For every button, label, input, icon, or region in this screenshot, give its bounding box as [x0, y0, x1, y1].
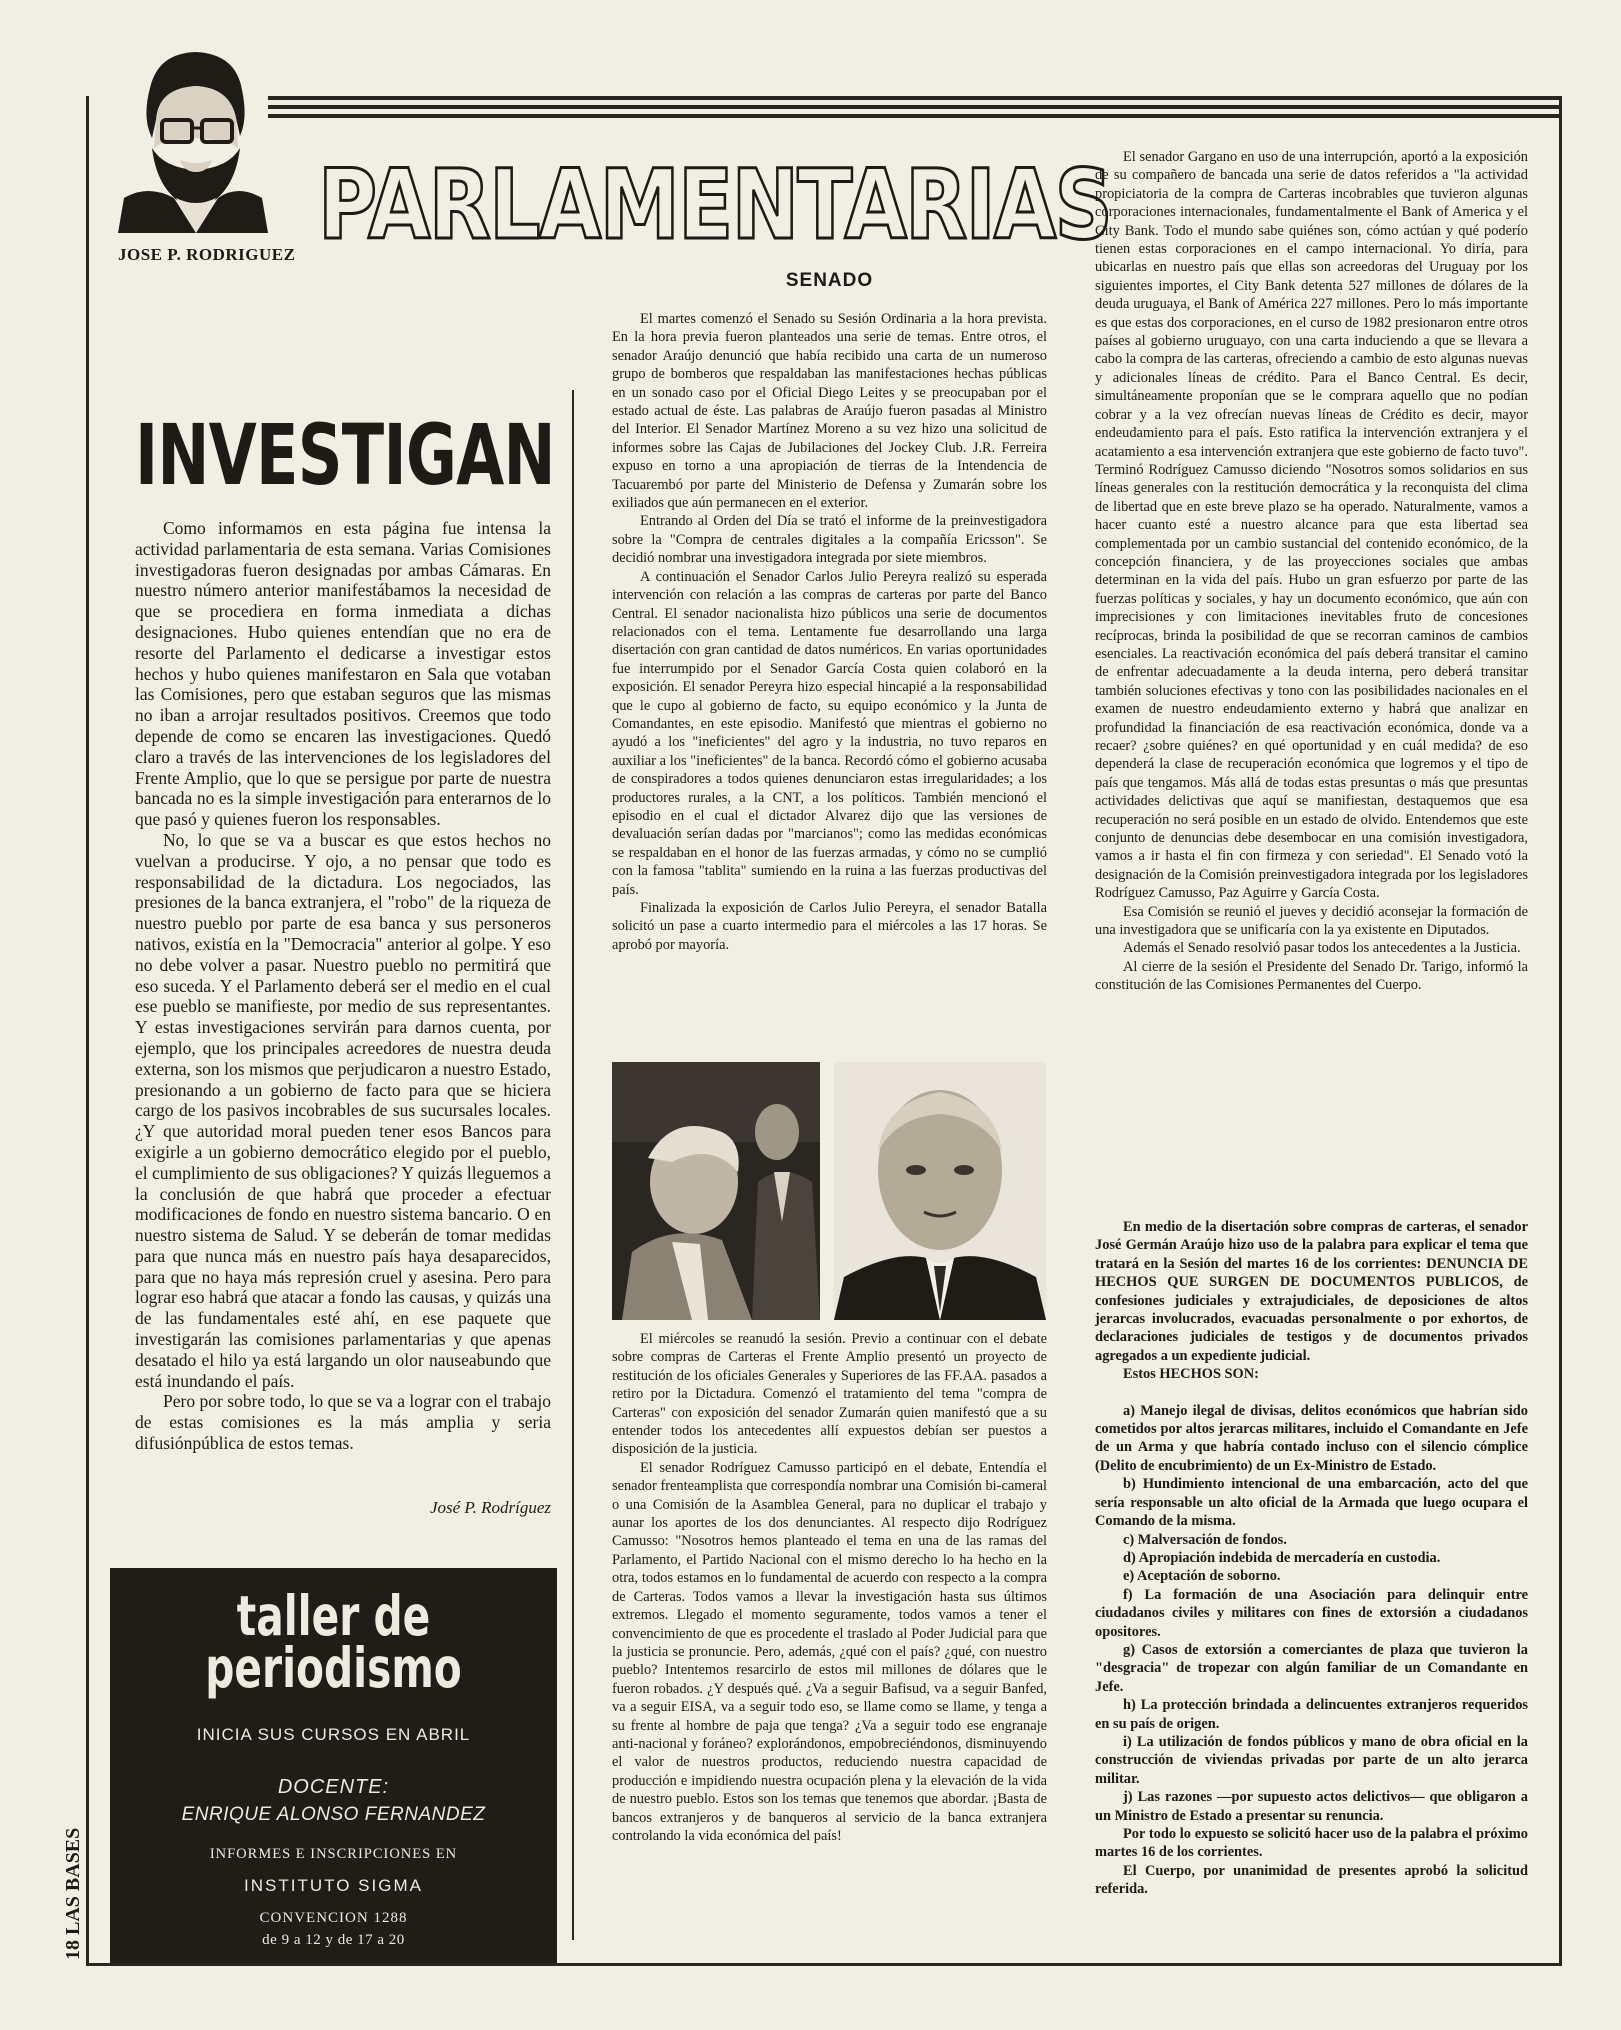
ad-courses: INICIA SUS CURSOS EN ABRIL	[196, 1725, 471, 1744]
list-item: e) Aceptación de soborno.	[1123, 1568, 1281, 1585]
report-paragraph: Finalizada la exposición de Carlos Julio Pereyra, el senador Batalla solicitó un pase a cuarto intermedio para el miércoles a las 17 horas. Se aprobó por mayoría.	[612, 900, 1047, 953]
closing-paragraph: El Cuerpo, por unanimidad de presentes aprobó la solicitud referida.	[1095, 1862, 1528, 1898]
list-item: g) Casos de extorsión a comerciantes de plaza que tuvieron la "desgracia" de tropezar con algún familiar de un Comandante en Jefe.	[1095, 1641, 1528, 1695]
report-paragraph: Entrando al Orden del Día se trató el informe de la preinvestigadora sobre la "Compra de centrales digitales a la compañía Ericsson". Se decidió nombrar una investigadora integrada por siete miembros.	[612, 513, 1047, 567]
editorial-paragraph: No, lo que se va a buscar es que estos hechos no vuelvan a producirse. Y ojo, a no pensar que todo es responsabilidad de la dictadura. Los negociados, las presiones de la banca extranjera, el "robo" de la riqueza de nuestro pueblo por parte de esa banca y sus personeros nativos, existía en la "Democracia" anterior al golpe. Y eso no debe volver a pasar. Nuestro pueblo no permitirá que eso suceda. Y el Parlamento deberá ser el medio en el cual ese pueblo se manifieste, por medio de sus representantes. Y estas investigaciones servirán para darnos cuenta, por ejemplo, que los principales acreedores de nuestra deuda externa, son los mismos que perjudicaron a nuestro Estado, presionando a un gobierno de facto para que se hiciera cargo de los pasivos incobrables de sus sucursales locales. ¿Y que autoridad moral pueden tener esos Bancos para exigirle a un gobierno democrático elegido por el pueblo, el cumplimiento de sus obligaciones? Y quizás lleguemos a la conclusión de que habrá que proceder a efectuar modificaciones de fondo en nuestro sistema bancario. O en nuestro sistema de Salud. Y se deberán de tomar medidas para que nunca más en nuestro país haya desaparecidos, para que no haya más represión cruel y asesina. Pero para lograr eso habrá que atacar a fondo las causas, y quizás una de las fundamentales esté ahí, en ese paquete que investigarán las comisiones parlamentarias y que apenas desatado el hilo ya está largando un olor nauseabundo que está inundando el país.	[135, 829, 551, 1391]
report-paragraph: El miércoles se reanudó la sesión. Previo a continuar con el debate sobre compras de Carteras el Frente Amplio presentó un proyecto de restitución de los oficiales Generales y Superiores de las FF.AA. pasados a retiro por la Dictadura. Comenzó el tratamiento del tema "compra de Carteras" con exposición del senador Zumarán quien manifestó que a su entender todos los antecedentes allí expuestos debían ser puestos a disposición de la justicia.	[612, 1331, 1047, 1458]
author-portrait	[118, 48, 268, 233]
editorial-column	[135, 518, 551, 1454]
list-item: h) La protección brindada a delincuentes extranjeros requeridos en su país de origen.	[1095, 1697, 1528, 1732]
right-column	[1095, 148, 1528, 995]
report-paragraph: Al cierre de la sesión el Presidente del Senado Dr. Tarigo, informó la constitución de las Comisiones Permanentes del Cuerpo.	[1095, 958, 1528, 994]
list-item: j) Las razones —por supuesto actos delictivos— que obligaron a un Ministro de Estado a presentar su renuncia.	[1095, 1789, 1528, 1824]
editorial-paragraph: Como informamos en esta página fue intensa la actividad parlamentaria de esta semana. Varias Comisiones investigadoras fueron designadas por ambas Cámaras. En nuestro número anterior manifestábamos la necesidad de que se procediera en forma inmediata a dichas designaciones. Hubo quienes entendían que no era de resorte del Parlamento el dedicarse a investigar estos hechos y hubo quienes manifestaron en Sala que votaban las Comisiones, pero que estaban seguros que las mismas no iban a arrojar resultados positivos. Creemos que todo depende de como se encaren las investigaciones. Quedó claro a través de las intervenciones de los legisladores del Frente Amplio, que lo que se persigue por parte de nuestra bancada no es la simple investigación para enterarnos de lo que pasó y quienes fueron los responsables.	[135, 518, 551, 830]
report-paragraph: A continuación el Senador Carlos Julio Pereyra realizó su esperada intervención con relación a las compras de carteras por parte del Banco Central. El senador nacionalista hizo públicos una serie de documentos relacionados con el tema. Lentamente fue desarrollando una larga disertación con gran cantidad de datos numéricos. En varias oportunidades fue interrumpido por el Senador García Costa quien colaboró en la exposición. El senador Pereyra hizo especial hincapié a la responsabilidad que le cupo al gobierno de facto, su equipo económico y la Junta de Comandantes, en este episodio. Manifestó que mientras el gobierno no ayudó a los "ineficientes" del agro y la industria, no tuvo reparos en auxiliar a los "ineficientes" de la banca. Recordó cómo el gobierno acusaba de conspiradores a todos quienes denunciaron estas irregularidades; a los productores rurales, a la CNT, a los políticos. También mencionó el episodio en el cual el dictador Alvarez dijo que las versiones de devaluación serían dadas por "marcianos"; como las medidas económicas se respaldaban en el honor de las fuerzas armadas, y cómo no se cumplió con la famosa "tablita" sumiendo en la ruina a las fuerzas productivas del país.	[612, 568, 1047, 898]
senate-report-continued	[612, 1330, 1047, 1845]
editorial-paragraph: Pero por sobre todo, lo que se va a lograr con el trabajo de estas comisiones es la más amplia y seria difusiónpública de estos temas.	[135, 1391, 551, 1454]
list-item: d) Apropiación indebida de mercadería en custodia.	[1123, 1549, 1441, 1566]
report-paragraph: Esa Comisión se reunió el jueves y decidió aconsejar la formación de una investigadora que se unificaría con la ya existente en Diputados.	[1095, 903, 1528, 939]
ad-institute: INSTITUTO SIGMA	[244, 1876, 423, 1895]
list-item: i) La utilización de fondos públicos y mano de obra oficial en la construcción de viviendas privadas por parte de un alto jerarca militar.	[1095, 1733, 1528, 1787]
denuncias-section	[1095, 1218, 1528, 1899]
list-item: c) Malversación de fondos.	[1123, 1531, 1287, 1548]
ad-hours: de 9 a 12 y de 17 a 20	[262, 1932, 405, 1948]
ad-info: INFORMES E INSCRIPCIONES EN	[209, 1846, 458, 1862]
author-byline: JOSE P. RODRIGUEZ	[118, 245, 296, 264]
senate-report-column	[612, 310, 1047, 954]
list-item: b) Hundimiento intencional de una embarcación, acto del que sería responsable un alto oficial de la Armada que luego ocupara el Comando de la misma.	[1095, 1476, 1528, 1530]
page-number-label: 18 LAS BASES	[62, 1827, 84, 1960]
author-signature: José P. Rodríguez	[429, 1498, 551, 1517]
section-heading: SENADO	[785, 270, 874, 291]
report-paragraph: El senador Rodríguez Camusso participó en el debate, Entendía el senador frenteamplista que correspondía nombrar una Comisión bi-cameral o una Comisión de la Asamblea General, para no duplicar el trabajo y aunar los aportes de los dos denunciantes. Al respecto dijo Rodríguez Camusso: "Nosotros hemos planteado el tema en una de las ramas del Parlamento, el Partido Nacional con el mismo derecho lo ha hecho en la otra, todos estamos en lo fundamental de acuerdo con respecto a la compra de Carteras. Todos vamos a llevar la investigación hasta sus últimos extremos. Llegado el momento seguramente, todos vamos a tener el convencimiento de que es procedente el traslado al Poder Judicial para que la justicia se pronuncie. Pero, además, ¿qué con el país? ¿qué, con nuestro pueblo? Intentemos resarcirlo de estos mil millones de dólares que le fueron robados. ¿Y después qué. ¿Va a seguir Bafisud, va a seguir Banfed, va a seguir EISA, va a seguir todo eso, se llame como se llame, y tenga a su frente al hombre de paja que tenga? ¿Va a seguir todo ese engranaje anti-nacional y foráneo? explorándonos, empobreciéndonos, disminuyendo el valor de nuestros productos, reduciendo nuestra capacidad de producción e impidiendo nuestra ocupación plena y la elevación de la vida de nuestro pueblo. Estos son los temas que tenemos que abordar. ¡Basta de bancos extranjeros y de banqueros al servicio de la banca extranjera controlando la vida económica del país!	[612, 1459, 1047, 1844]
ad-teacher-name: ENRIQUE ALONSO FERNANDEZ	[181, 1804, 486, 1825]
ad-title-line: periodismo	[205, 1636, 462, 1700]
ad-title	[168, 1584, 499, 1700]
list-item: f) La formación de una Asociación para delinquir entre ciudadanos civiles y militares con fines de extorsión a ciudadanos opositores.	[1095, 1586, 1528, 1640]
column-divider	[572, 390, 574, 1940]
masthead-title: PARLAMENTARIAS	[318, 149, 1112, 261]
masthead-rules	[260, 96, 1562, 126]
denuncias-heading: Estos HECHOS SON:	[1123, 1366, 1259, 1383]
ad-title-line: taller de	[236, 1584, 431, 1648]
denuncias-list	[1095, 1402, 1528, 1825]
article-headline: INVESTIGAN	[135, 406, 555, 504]
report-paragraph: Además el Senado resolvió pasar todos los antecedentes a la Justicia.	[1123, 940, 1521, 957]
closing-paragraph: Por todo lo expuesto se solicitó hacer uso de la palabra el próximo martes 16 de los corrientes.	[1095, 1826, 1528, 1861]
denuncias-intro: En medio de la disertación sobre compras de carteras, el senador José Germán Araújo hizo uso de la palabra para explicar el tema que tratará en la Sesión del martes 16 de los corrientes: DENUNCIA DE HECHOS QUE SURGEN DE DOCUMENTOS PUBLICOS, de confesiones judiciales y extrajudiciales, de deposiciones de altos jerarcas involucrados, evacuadas personalmente o por exhortos, de declaraciones judiciales de testigos y de documentos privados agregados a un expediente judicial.	[1095, 1219, 1528, 1364]
list-item: a) Manejo ilegal de divisas, delitos económicos que habrían sido cometidos por altos jerarcas militares, incluido el Comandante en Jefe de un Arma y que habría contado incluso con el silencio cómplice (Delito de encubrimiento) de un Ex-Ministro de Estado.	[1095, 1402, 1528, 1474]
report-paragraph: El martes comenzó el Senado su Sesión Ordinaria a la hora prevista. En la hora previa fueron planteados una serie de temas. Entre otros, el senador Araújo denunció que había recibido una carta de un numeroso grupo de bomberos que respaldaban las manifestaciones hechas públicas en un sonado caso por el Oficial Diego Leites y se preocupaban por el estado actual de éste. Las palabras de Araújo fueron pasadas al Ministro del Interior. El Senador Martínez Moreno a su vez hizo una solicitud de informes sobre las Cajas de Jubilaciones del Jockey Club. J.R. Ferreira expuso en torno a una apropiación de tierras de la Intendencia de Tacuarembó por parte del Ministerio de Defensa y Zumarán sobre los exiliados que aún permanecen en el exterior.	[612, 311, 1047, 512]
workshop-advertisement	[110, 1568, 557, 1963]
ad-address: CONVENCION 1288	[259, 1910, 408, 1926]
report-paragraph: El senador Gargano en uso de una interrupción, aportó a la exposición de su compañero de bancada una serie de datos referidos a "la actividad propiciatoria de la compra de Carteras incobrables que tuvieron algunas corporaciones internacionales, fundamentalmente el Bank of America y el City Bank. Todo el mundo sabe quiénes son, cómo actúan y qué poderío tienen estas corporaciones en el campo internacional. Yo diría, para ubicarlas en nuestro país que ellas son acreedoras del Uruguay por los siguientes importes, el City Bank detenta 527 millones de dólares de la deuda uruguaya, el Bank of América 227 millones. Pero lo más importante es que estas dos corporaciones, en el curso de 1982 presionaron entre otros países al gobierno uruguayo, con una carta induciendo a que se llevara a cabo la compra de las carteras, ofreciendo a cambio de esto algunas nuevas y adicionales líneas de crédito. Para el Banco Central. Es decir, simultáneamente proponían que se le comprara aquello que no podían cobrar y a la vez ofrecían nuevas líneas de Crédito es decir, mayor endeudamiento para el país. Esto ratifica la intervención extranjera y el acatamiento a esa intervención extranjera que este gobierno de facto tuvo". Terminó Rodríguez Camusso diciendo "Nosotros somos solidarios en sus líneas generales con la restitución democrática y la reconquista del clima de libertad que en este breve plazo se ha operado. Naturalmente, vamos a hacer cuanto esté a nuestro alcance para que esta libertad sea complementada por un cambio sustancial del contenido económico, de la concepción financiera, y de las proyecciones sociales que ambas determinan en la vida del país. Hubo un gran esfuerzo por parte de las fuerzas políticas y sociales, y hay un documento económico, que aún con imprecisiones y con limitaciones inevitables fruto de concesiones recíprocas, brinda la posibilidad de que se recorran caminos de cambios esenciales. La reactivación económica del país deberá transitar el camino de enfrentar adecuadamente a la deuda interna, pero deberá transitar también soluciones efectivas y tono con las posibilidades nacionales en el examen de nuestro endeudamiento externo y habrá que analizar en profundidad la financiación de esa reactivación económica, donde va a recaer? ¿sobre quiénes? en qué oportunidad y en cuál medida? de eso dependerá la clase de recuperación económica que logremos y el tipo de país que tengamos. Más allá de todas estas presuntas o más que presuntas actividades delictivas que aquí se manifiestan, destaquemos que esa recuperación no será posible en un estado de olvido. Entendemos que este conjunto de denuncias debe desembocar en una comisión investigadora, vamos a ir hasta el fin con firmeza y con seriedad". El Senado votó la designación de la Comisión preinvestigadora integrada por los legisladores Rodríguez Camusso, Paz Aguirre y García Costa.	[1095, 149, 1528, 902]
senators-photos	[612, 1062, 1047, 1322]
senator-portrait-photo	[834, 1062, 1046, 1320]
senators-group-photo	[612, 1062, 820, 1320]
ad-teacher-label: DOCENTE:	[277, 1776, 390, 1798]
